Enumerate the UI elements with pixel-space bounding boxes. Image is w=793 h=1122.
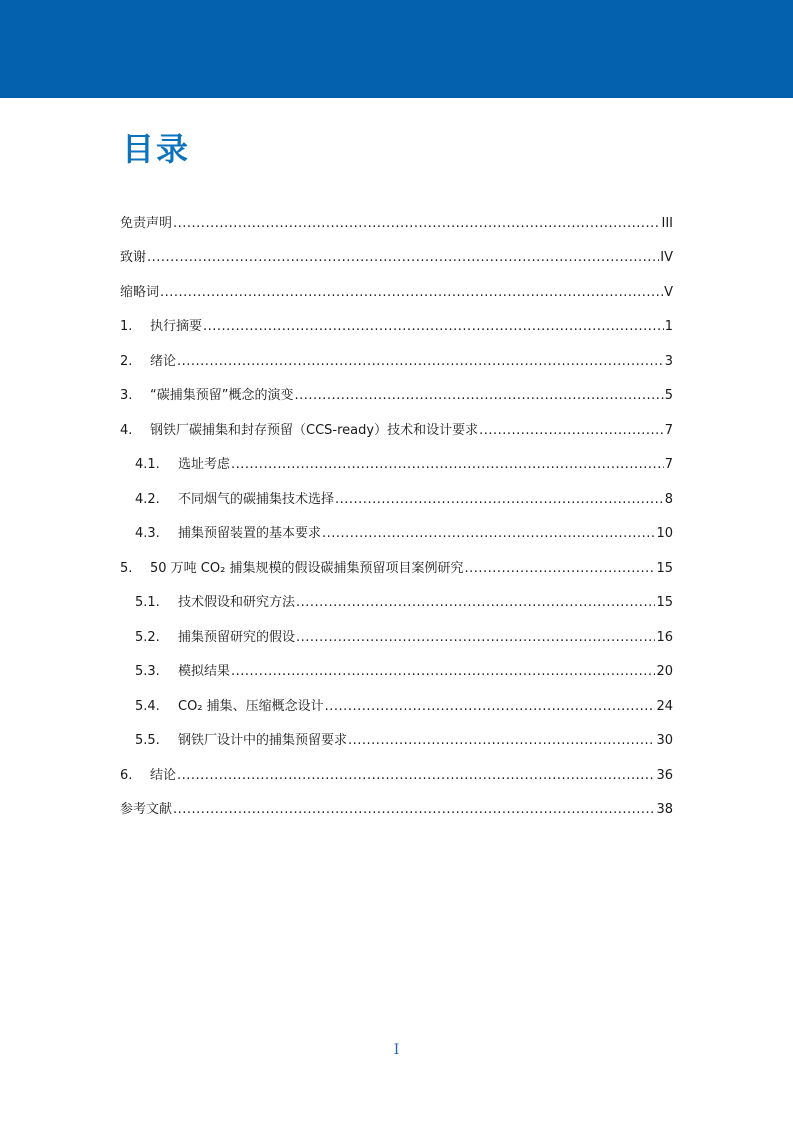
toc-entry-page: 16 [656,630,673,645]
toc-entry-page: 7 [664,423,673,438]
toc-entry-label: 捕集预留装置的基本要求 [178,526,322,541]
toc-entry-number: 4.3. [135,526,160,541]
toc-entry-abbreviations[interactable] [120,281,673,305]
toc-entry-label: 不同烟气的碳捕集技术选择 [178,492,335,507]
toc-leader-dots [325,695,656,719]
toc-leader-dots [296,591,655,615]
toc-leader-dots [203,315,664,339]
toc-entry-number: 6. [120,768,133,783]
toc-entry-page: 24 [656,699,673,714]
toc-entry-4-2[interactable] [135,488,673,512]
toc-entry-4-3[interactable] [135,522,673,546]
toc-leader-dots [322,522,655,546]
toc-entry-number: 5.4. [135,699,160,714]
toc-entry-page: 5 [664,388,673,403]
toc-entry-page: 36 [656,768,673,783]
toc-entry-page: 7 [664,457,673,472]
toc-entry-number: 4.1. [135,457,160,472]
toc-entry-number: 5.1. [135,595,160,610]
toc-entry-number: 1. [120,319,133,334]
toc-entry-number: 4.2. [135,492,160,507]
toc-entry-references[interactable] [120,798,673,822]
toc-entry-label: “碳捕集预留”概念的演变 [150,388,294,403]
toc-leader-dots [147,246,659,270]
toc-leader-dots [160,281,663,305]
toc-leader-dots [177,764,655,788]
toc-entry-number: 5.3. [135,664,160,679]
toc-entry-5-1[interactable] [135,591,673,615]
toc-entry-label: 参考文献 [120,802,173,817]
toc-entry-acknowledgements[interactable] [120,246,673,270]
toc-entry-page: V [664,285,673,300]
toc-entry-label: 缩略词 [120,285,160,300]
toc-entry-page: 3 [664,354,673,369]
toc-entry-4-1[interactable] [135,453,673,477]
toc-entry-page: 10 [656,526,673,541]
header-band [0,0,793,98]
toc-entry-label: 50 万吨 CO₂ 捕集规模的假设碳捕集预留项目案例研究 [150,561,464,576]
toc-entry-number: 5.2. [135,630,160,645]
toc-entry-page: III [661,216,673,231]
toc-entry-page: 30 [656,733,673,748]
toc-entry-label: 钢铁厂碳捕集和封存预留（CCS-ready）技术和设计要求 [150,423,479,438]
toc-entry-page: 1 [664,319,673,334]
toc-entry-label: 致谢 [120,250,147,265]
toc-entry-5-2[interactable] [135,626,673,650]
toc-leader-dots [231,660,655,684]
toc-leader-dots [177,350,664,374]
toc-entry-5-5[interactable] [135,729,673,753]
toc-entry-label: CO₂ 捕集、压缩概念设计 [178,699,324,714]
toc-entry-label: 钢铁厂设计中的捕集预留要求 [178,733,348,748]
toc-entry-label: 绪论 [150,354,177,369]
toc-entry-5-3[interactable] [135,660,673,684]
toc-leader-dots [464,557,655,581]
toc-entry-number: 2. [120,354,133,369]
toc-entry-label: 捕集预留研究的假设 [178,630,296,645]
toc-entry-page: 38 [656,802,673,817]
toc-entry-number: 5. [120,561,133,576]
toc-entry-2[interactable] [120,350,673,374]
toc-entry-5[interactable] [120,557,673,581]
toc-entry-disclaimer[interactable] [120,212,673,236]
toc-entry-label: 模拟结果 [178,664,231,679]
toc-entry-label: 结论 [150,768,177,783]
toc-entry-6[interactable] [120,764,673,788]
toc-entry-1[interactable] [120,315,673,339]
toc-leader-dots [231,453,664,477]
page-number: I [393,1042,400,1058]
page-title: 目录 [122,130,191,168]
toc-entry-5-4[interactable] [135,695,673,719]
toc-entry-number: 3. [120,388,133,403]
toc-leader-dots [294,384,663,408]
toc-entry-label: 执行摘要 [150,319,203,334]
toc-entry-label: 技术假设和研究方法 [178,595,296,610]
toc-entry-number: 5.5. [135,733,160,748]
toc-entry-label: 选址考虑 [178,457,231,472]
toc-leader-dots [479,419,664,443]
toc-entry-page: IV [660,250,673,265]
toc-leader-dots [335,488,664,512]
toc-entry-page: 8 [664,492,673,507]
toc-entry-4[interactable] [120,419,673,443]
toc-entry-number: 4. [120,423,133,438]
toc-entry-page: 20 [656,664,673,679]
toc-leader-dots [173,798,655,822]
toc-leader-dots [173,212,660,236]
toc-leader-dots [348,729,655,753]
toc-entry-label: 免责声明 [120,216,173,231]
toc-entry-3[interactable] [120,384,673,408]
toc-entry-page: 15 [656,595,673,610]
toc-leader-dots [296,626,655,650]
toc-entry-page: 15 [656,561,673,576]
